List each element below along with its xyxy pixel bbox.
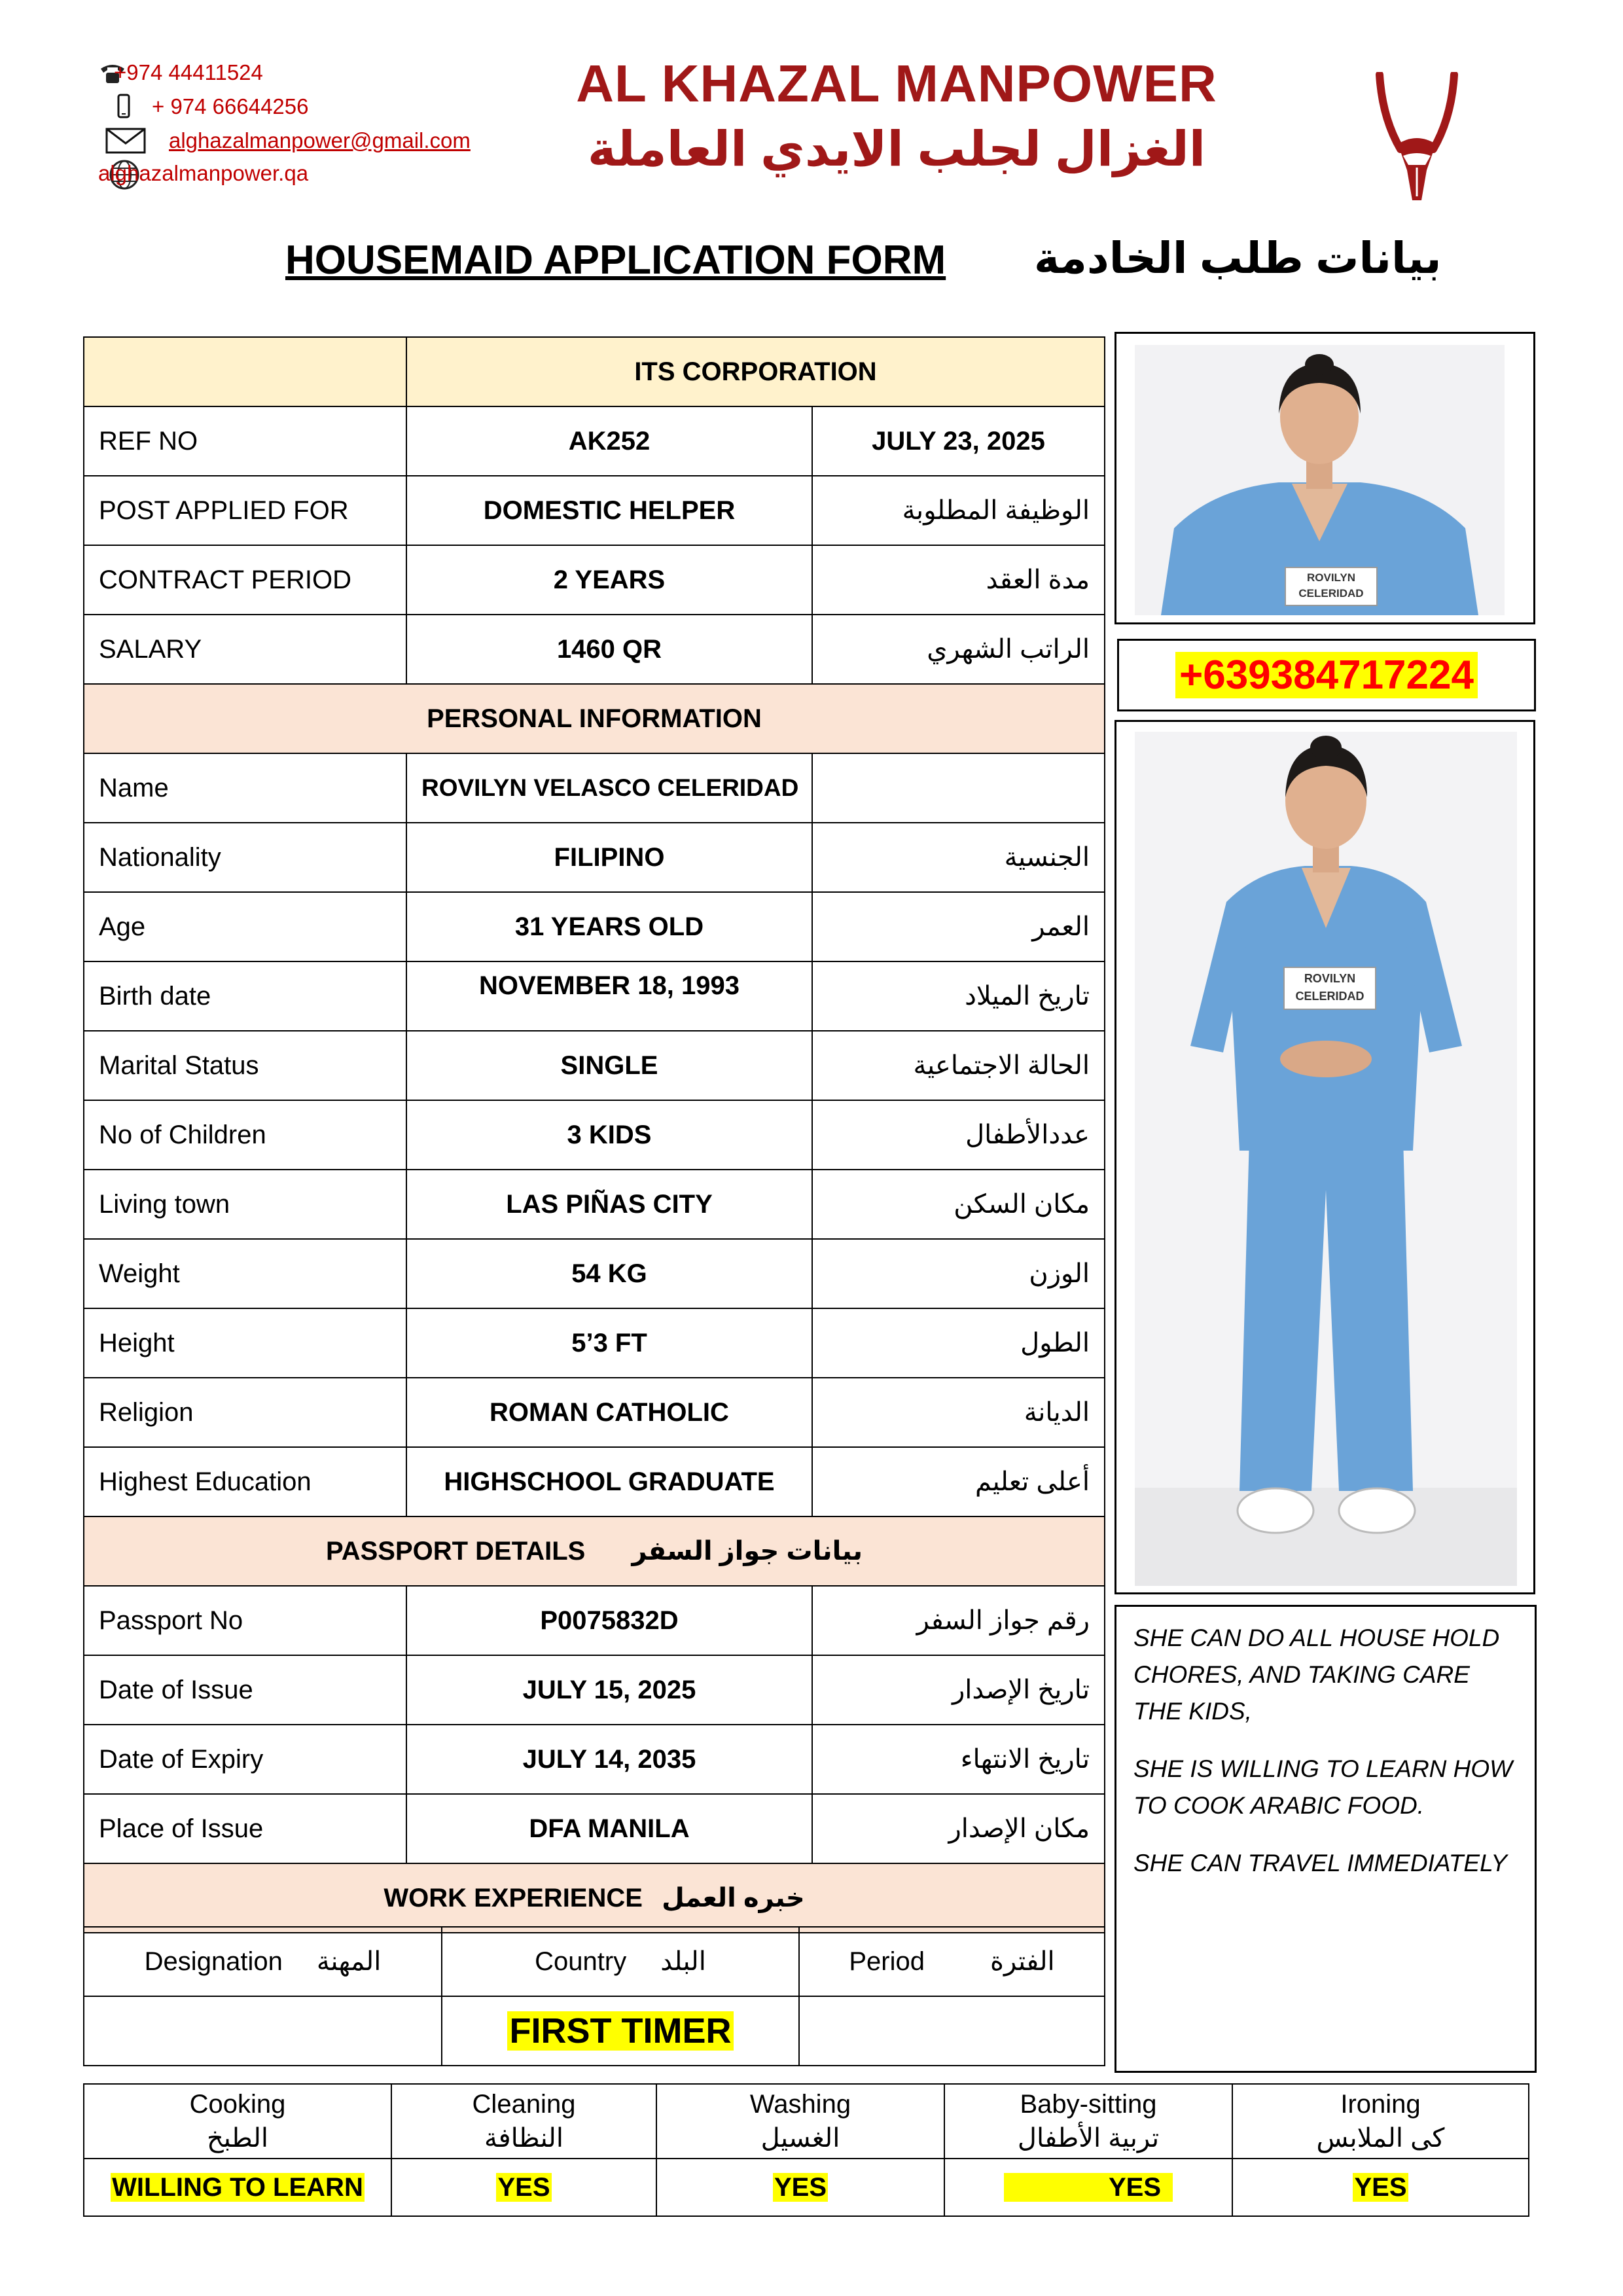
weight-label-ar: الوزن bbox=[812, 1239, 1105, 1308]
company-name-block bbox=[563, 51, 1230, 182]
skills-header-row bbox=[84, 2084, 1529, 2159]
experience-header-row bbox=[84, 1927, 1105, 1996]
job-row bbox=[84, 615, 1105, 684]
designation-label-ar: المهنة bbox=[316, 1947, 382, 1976]
skill-label: Washing bbox=[749, 2090, 851, 2119]
birthdate-label: Birth date bbox=[84, 961, 406, 1031]
issue-date-value: JULY 15, 2025 bbox=[406, 1655, 812, 1725]
personal-row bbox=[84, 892, 1105, 961]
skill-washing-header bbox=[656, 2084, 944, 2159]
period-label-ar: الفترة bbox=[990, 1947, 1055, 1976]
marital-label-ar: الحالة الاجتماعية bbox=[812, 1031, 1105, 1100]
weight-label: Weight bbox=[84, 1239, 406, 1308]
weight-value: 54 KG bbox=[406, 1239, 812, 1308]
first-timer-badge: FIRST TIMER bbox=[507, 2011, 734, 2051]
height-value: 5’3 FT bbox=[406, 1308, 812, 1378]
passport-no-value: P0075832D bbox=[406, 1586, 812, 1655]
marital-value: SINGLE bbox=[406, 1031, 812, 1100]
personal-row bbox=[84, 823, 1105, 892]
children-label-ar: عددالأطفال bbox=[812, 1100, 1105, 1170]
experience-entry-row bbox=[84, 1996, 1105, 2066]
expiry-date-label-ar: تاريخ الانتهاء bbox=[812, 1725, 1105, 1794]
passport-section-cell bbox=[84, 1516, 1105, 1586]
job-row bbox=[84, 476, 1105, 545]
town-label: Living town bbox=[84, 1170, 406, 1239]
contact-mobile bbox=[98, 90, 309, 123]
experience-section-header bbox=[84, 1863, 1105, 1933]
full-body-illustration bbox=[1135, 732, 1517, 1586]
skill-label-ar: کی الملابس bbox=[1316, 2124, 1445, 2153]
mobile-number[interactable]: + 974 66644256 bbox=[152, 94, 309, 118]
issue-place-label: Place of Issue bbox=[84, 1794, 406, 1863]
height-label-ar: الطول bbox=[812, 1308, 1105, 1378]
experience-section-title-ar: خبره العمل bbox=[662, 1884, 805, 1912]
remark-item: SHE CAN DO ALL HOUSE HOLD CHORES, AND TAKING CARE THE KIDS, bbox=[1133, 1624, 1500, 1725]
full-body-photo-frame bbox=[1115, 720, 1535, 1594]
salary-label-ar: الراتب الشهري bbox=[812, 615, 1105, 684]
passport-section-header bbox=[84, 1516, 1105, 1586]
personal-row bbox=[84, 753, 1105, 823]
nationality-label: Nationality bbox=[84, 823, 406, 892]
skill-label: Cooking bbox=[189, 2090, 286, 2119]
birthdate-value: NOVEMBER 18, 1993 bbox=[406, 961, 812, 1031]
religion-value: ROMAN CATHOLIC bbox=[406, 1378, 812, 1447]
candidate-phone-box bbox=[1117, 639, 1536, 711]
ref-row bbox=[84, 406, 1105, 476]
personal-row bbox=[84, 1239, 1105, 1308]
badge-label: ROVILYN CELERIDAD bbox=[1298, 571, 1364, 600]
nationality-label-ar: الجنسية bbox=[812, 823, 1105, 892]
skill-babysitting-value bbox=[944, 2159, 1232, 2216]
name-value: ROVILYN VELASCO CELERIDAD bbox=[406, 753, 812, 823]
post-label: POST APPLIED FOR bbox=[84, 476, 406, 545]
skill-cooking-value bbox=[84, 2159, 391, 2216]
experience-section-cell bbox=[84, 1863, 1105, 1933]
period-header bbox=[799, 1927, 1105, 1996]
issue-date-label: Date of Issue bbox=[84, 1655, 406, 1725]
nationality-value: FILIPINO bbox=[406, 823, 812, 892]
skill-label-ar: الغسيل bbox=[760, 2124, 840, 2153]
remarks-box bbox=[1115, 1605, 1537, 2073]
skill-value: YES bbox=[1354, 2172, 1407, 2202]
personal-row bbox=[84, 1031, 1105, 1100]
personal-section-title: PERSONAL INFORMATION bbox=[84, 684, 1105, 753]
email-link[interactable]: alghazalmanpower@gmail.com bbox=[169, 128, 471, 152]
remark-item: SHE CAN TRAVEL IMMEDIATELY bbox=[1133, 1850, 1507, 1876]
skill-value: WILLING TO LEARN bbox=[112, 2172, 363, 2202]
contract-label-ar: مدة العقد bbox=[812, 545, 1105, 615]
portrait-photo bbox=[1135, 345, 1505, 615]
skill-value: YES bbox=[1004, 2173, 1173, 2202]
skill-ironing-value bbox=[1232, 2159, 1529, 2216]
badge-label: ROVILYN CELERIDAD bbox=[1295, 972, 1364, 1003]
salary-value: 1460 QR bbox=[406, 615, 812, 684]
skill-cleaning-value bbox=[391, 2159, 656, 2216]
gazelle-logo-icon bbox=[1374, 72, 1459, 203]
period-label: Period bbox=[849, 1946, 925, 1976]
personal-section-header bbox=[84, 684, 1105, 753]
form-title-ar: بيانات طلب الخادمة bbox=[1034, 234, 1442, 282]
personal-row bbox=[84, 1170, 1105, 1239]
personal-row bbox=[84, 1378, 1105, 1447]
company-name-ar: الغزال لجلب الايدي العاملة bbox=[587, 122, 1206, 176]
religion-label-ar: الديانة bbox=[812, 1378, 1105, 1447]
skill-label-ar: تربية الأطفال bbox=[1017, 2124, 1160, 2153]
form-date: JULY 23, 2025 bbox=[812, 406, 1105, 476]
skill-label-ar: النظافة bbox=[484, 2124, 563, 2153]
salary-label: SALARY bbox=[84, 615, 406, 684]
passport-row bbox=[84, 1586, 1105, 1655]
skill-cleaning-header bbox=[391, 2084, 656, 2159]
birthdate-label-ar: تاريخ الميلاد bbox=[812, 961, 1105, 1031]
contact-landline bbox=[98, 56, 263, 89]
agency-name: ITS CORPORATION bbox=[406, 337, 1105, 406]
remark-item: SHE IS WILLING TO LEARN HOW TO COOK ARABIC FOOD. bbox=[1133, 1755, 1513, 1819]
religion-label: Religion bbox=[84, 1378, 406, 1447]
envelope-icon bbox=[105, 126, 147, 155]
education-label-ar: أعلى تعليم bbox=[812, 1447, 1105, 1516]
mobile-phone-icon bbox=[114, 94, 134, 120]
height-label: Height bbox=[84, 1308, 406, 1378]
personal-row bbox=[84, 1447, 1105, 1516]
passport-no-label: Passport No bbox=[84, 1586, 406, 1655]
town-label-ar: مكان السكن bbox=[812, 1170, 1105, 1239]
skills-value-row bbox=[84, 2159, 1529, 2216]
personal-row bbox=[84, 1308, 1105, 1378]
town-value: LAS PIÑAS CITY bbox=[406, 1170, 812, 1239]
agency-row bbox=[84, 337, 1105, 406]
skill-babysitting-header bbox=[944, 2084, 1232, 2159]
skill-ironing-header bbox=[1232, 2084, 1529, 2159]
passport-section-title: PASSPORT DETAILS bbox=[325, 1537, 586, 1566]
skill-value: YES bbox=[497, 2172, 550, 2202]
name-label: Name bbox=[84, 753, 406, 823]
expiry-date-label: Date of Expiry bbox=[84, 1725, 406, 1794]
issue-place-value: DFA MANILA bbox=[406, 1794, 812, 1863]
application-table bbox=[83, 336, 1105, 1933]
country-header bbox=[442, 1927, 799, 1996]
portrait-photo-frame bbox=[1115, 332, 1535, 624]
job-row bbox=[84, 545, 1105, 615]
skill-value: YES bbox=[774, 2172, 827, 2202]
education-value: HIGHSCHOOL GRADUATE bbox=[406, 1447, 812, 1516]
skill-washing-value bbox=[656, 2159, 944, 2216]
website-link[interactable]: alghazalmanpower.qa bbox=[98, 161, 309, 185]
agency-blank-cell bbox=[84, 337, 406, 406]
candidate-phone-number[interactable]: +639384717224 bbox=[1175, 652, 1478, 698]
skills-table bbox=[83, 2083, 1529, 2217]
skill-label: Cleaning bbox=[472, 2090, 576, 2119]
passport-no-label-ar: رقم جواز السفر bbox=[812, 1586, 1105, 1655]
passport-row bbox=[84, 1725, 1105, 1794]
marital-label: Marital Status bbox=[84, 1031, 406, 1100]
age-label: Age bbox=[84, 892, 406, 961]
education-label: Highest Education bbox=[84, 1447, 406, 1516]
issue-place-label-ar: مكان الإصدار bbox=[812, 1794, 1105, 1863]
experience-section-title: WORK EXPERIENCE bbox=[383, 1884, 643, 1912]
ref-number: AK252 bbox=[406, 406, 812, 476]
passport-row bbox=[84, 1655, 1105, 1725]
skill-label: Baby-sitting bbox=[1020, 2090, 1157, 2119]
contact-email bbox=[98, 124, 471, 157]
expiry-date-value: JULY 14, 2035 bbox=[406, 1725, 812, 1794]
contract-value: 2 YEARS bbox=[406, 545, 812, 615]
designation-header bbox=[84, 1927, 442, 1996]
issue-date-label-ar: تاريخ الإصدار bbox=[812, 1655, 1105, 1725]
experience-entry-cell bbox=[442, 1996, 799, 2066]
skill-label-ar: الطبخ bbox=[206, 2124, 268, 2153]
passport-section-title-ar: بيانات جواز السفر bbox=[632, 1537, 863, 1566]
form-title: HOUSEMAID APPLICATION FORM bbox=[285, 238, 946, 283]
age-label-ar: العمر bbox=[812, 892, 1105, 961]
post-value: DOMESTIC HELPER bbox=[406, 476, 812, 545]
skill-label: Ironing bbox=[1340, 2090, 1421, 2119]
country-label: Country bbox=[535, 1946, 627, 1976]
children-label: No of Children bbox=[84, 1100, 406, 1170]
name-label-ar bbox=[812, 753, 1105, 823]
experience-table bbox=[83, 1926, 1105, 2066]
personal-row bbox=[84, 961, 1105, 1031]
designation-label: Designation bbox=[144, 1946, 283, 1976]
country-label-ar: البلد bbox=[660, 1947, 706, 1976]
personal-row bbox=[84, 1100, 1105, 1170]
contact-website bbox=[98, 157, 308, 190]
experience-blank-cell bbox=[799, 1996, 1105, 2066]
children-value: 3 KIDS bbox=[406, 1100, 812, 1170]
skill-cooking-header bbox=[84, 2084, 391, 2159]
post-label-ar: الوظيفة المطلوبة bbox=[812, 476, 1105, 545]
company-name-en: AL KHAZAL MANPOWER bbox=[576, 54, 1217, 113]
ref-label: REF NO bbox=[84, 406, 406, 476]
landline-number[interactable]: +974 44411524 bbox=[114, 60, 263, 84]
passport-row bbox=[84, 1794, 1105, 1863]
contract-label: CONTRACT PERIOD bbox=[84, 545, 406, 615]
age-value: 31 YEARS OLD bbox=[406, 892, 812, 961]
experience-blank-cell bbox=[84, 1996, 442, 2066]
full-body-photo bbox=[1135, 732, 1517, 1586]
